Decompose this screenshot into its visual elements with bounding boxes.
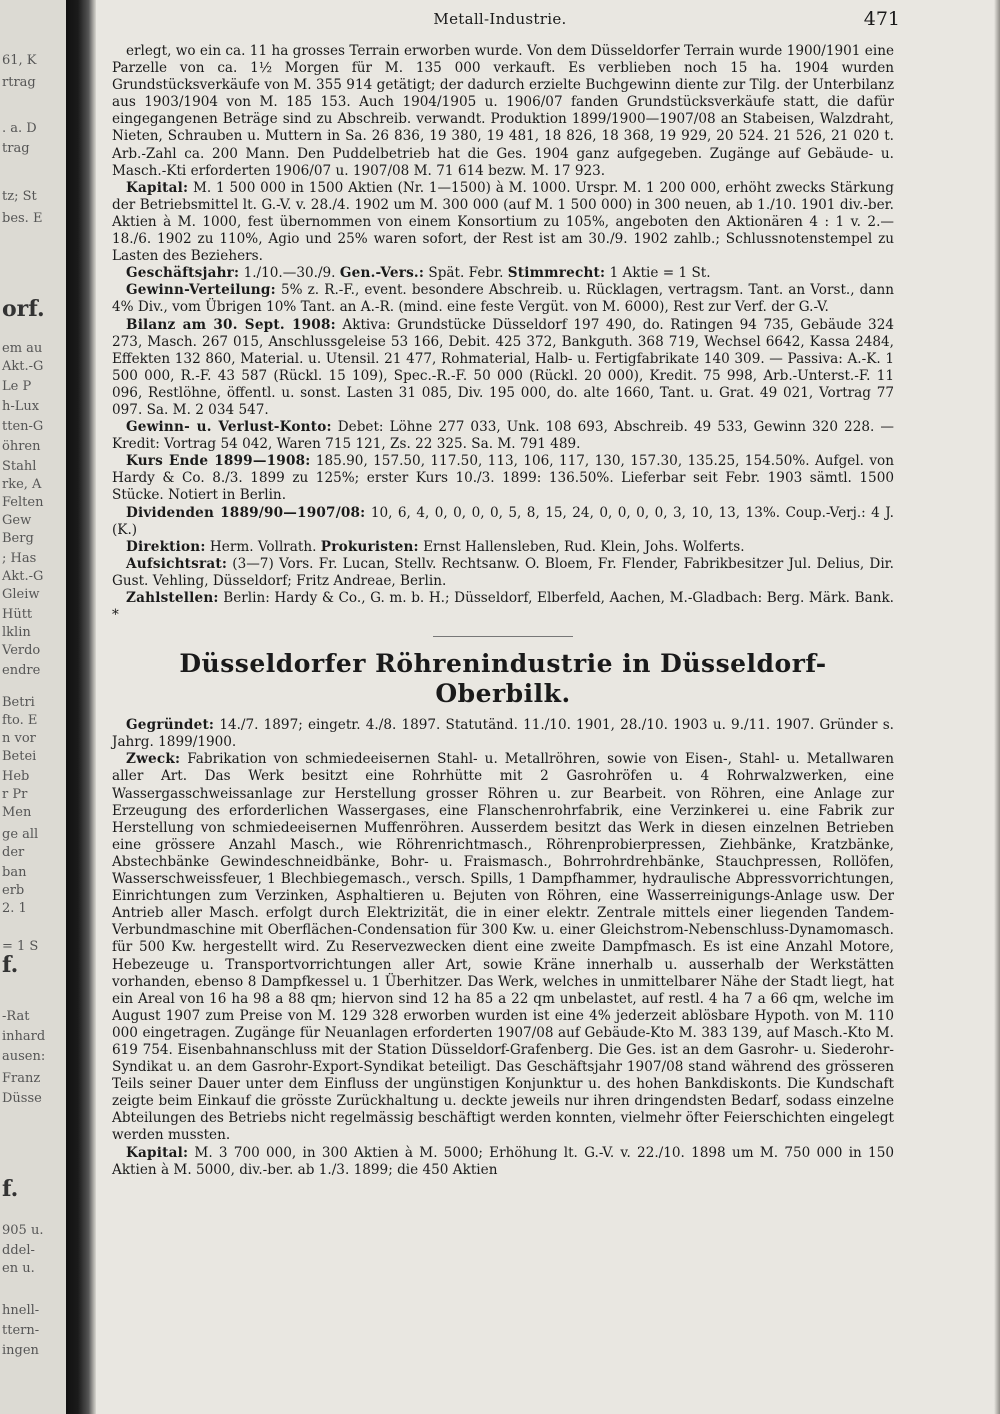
field-text: 5% z. R.-F., event. besondere Abschreib. u. Rücklagen, vertragsm. Tant. an Vorst., dann 4% Div., vom Übrigen 10% Tant. an A.-R. (mind. eine feste Vergüt. von M. 6000), Rest zur Verf. der G.-V. (112, 282, 895, 316)
fragment-line: Düsse (2, 1091, 42, 1106)
fragment-line: -Rat (2, 1009, 30, 1024)
field-text: Herm. Vollrath. (209, 538, 317, 555)
field-text: M. 3 700 000, in 300 Aktien à M. 5000; Erhöhung lt. G.-V. v. 22./10. 1898 um M. 750 000 in 150 Aktien à M. 5000, div.-ber. ab 1./3. 1899; die 450 Aktien (112, 1144, 894, 1178)
fragment-line: tten-G (2, 419, 44, 434)
book-binding-shadow (66, 0, 96, 1414)
fragment-line: Heb (2, 769, 30, 784)
fragment-line: ingen (2, 1343, 39, 1358)
field-label: Gewinn- u. Verlust-Konto: (126, 419, 332, 436)
entry-paragraph (112, 419, 894, 453)
company-title: Düsseldorfer Röhrenindustrie in Düsseldorf-Oberbilk. (179, 649, 827, 709)
fragment-line: ban (2, 865, 27, 880)
field-text: 185.90, 157.50, 117.50, 113, 106, 117, 130, 157.30, 135.25, 154.50%. Aufgel. von Hardy & Co. 8./3. 1899 zu 125%; erster Kurs 10./3. 1899: 136.50%. Lieferbar seit Febr. 1903 sämtl. 1500 Stücke. Notiert in Berlin. (112, 453, 894, 504)
field-text: 1 Aktie = 1 St. (609, 265, 711, 282)
field-label: Kapital: (126, 179, 189, 196)
field-label: Gewinn-Verteilung: (126, 282, 276, 299)
fragment-line: lklin (2, 625, 31, 640)
page-edge (994, 0, 1000, 1414)
fragment-line: h-Lux (2, 399, 40, 414)
fragment-line: 61, K (2, 53, 37, 68)
entry-paragraph (112, 180, 894, 265)
field-text: (3—7) Vors. Fr. Lucan, Stellv. Rechtsanw. O. Bloem, Fr. Flender, Fabrikbesitzer Jul. Delius, Dir. Gust. Vehling, Düsseldorf; Fritz Andreae, Berlin. (112, 555, 894, 589)
fragment-line: öhren (2, 439, 41, 454)
fragment-line: bes. E (2, 211, 43, 226)
fragment-line: Hütt (2, 607, 33, 622)
fragment-line: Betri (2, 695, 35, 710)
field-text: Aktiva: Grundstücke Düsseldorf 197 490, do. Ratingen 94 735, Gebäude 324 273, Masch. 267 015, Anschlussgeleise 53 166, Debit. 425 372, Bankguth. 368 719, Wechsel 6642, Kassa 2484, Effekten 132 860, Material. u. Utensil. 21 477, Rohmaterial, Halb- u. Fertigfabrikate 140 309. — Passiva: A.-K. 1 500 000, R.-F. 43 587 (Rückl. 15 109), Spec.-R.-F. 50 000 (Rückl. 20 000), Kredit. 75 998, Arb.-Unterst.-F. 11 096, Restlöhne, öffentl. u. sonst. Lasten 31 085, Div. 195 000, do. alte 1660, Tant. u. Grat. 49 021, Vortrag 77 097. Sa. M. 2 034 547. (112, 316, 894, 418)
field-text: M. 1 500 000 in 1500 Aktien (Nr. 1—1500) à M. 1000. Urspr. M. 1 200 000, erhöht zwecks Stärkung der Betriebsmittel lt. G.-V. v. 28./4. 1902 um M. 300 000 (auf M. 1 500 000) in 300 neuen, ab 1./10. 1901 div.-ber. Aktien à M. 1000, fest übernommen von einem Konsortium zu 105%, angeboten den Aktionären 4 : 1 v. 2.—18./6. 1902 zu 110%, Agio und 25% waren sofort, der Rest ist am 30./9. 1902 zahlb.; Schlussnotenstempel zu Lasten des Beziehers. (112, 179, 894, 265)
field-text: Berlin: Hardy & Co., G. m. b. H.; Düsseldorf, Elberfeld, Aachen, M.-Gladbach: Berg. Märk. Bank. * (112, 590, 895, 624)
fragment-line: ; Has (2, 551, 37, 566)
section-divider (433, 636, 573, 637)
fragment-line: erb (2, 883, 25, 898)
field-label: Gen.-Vers.: (339, 265, 425, 282)
field-text: 14./7. 1897; eingetr. 4./8. 1897. Statutänd. 11./10. 1901, 28./10. 1903 u. 9./11. 1907. Gründer s. Jahrg. 1899/1900. (112, 717, 894, 751)
field-label: Kurs Ende 1899—1908: (126, 453, 311, 470)
entry-paragraph (112, 43, 894, 180)
fragment-line: rtrag (2, 75, 36, 90)
fragment-line: Akt.-G (2, 359, 44, 374)
fragment-line: rke, A (2, 477, 42, 492)
field-text: erlegt, wo ein ca. 11 ha grosses Terrain erworben wurde. Von dem Düsseldorfer Terrain wurde 1900/1901 eine Parzelle von ca. 1½ Morgen für M. 135 000 verkauft. Es verblieben noch 15 ha. 1904 wurden Grundstücksverkäufe von M. 355 914 getätigt; der dadurch erzielte Buchgewinn diente zur Tilg. der Unterbilanz aus 1903/1904 von M. 185 153. Auch 1904/1905 u. 1906/07 fanden Grundstücksverkäufe statt, die dafür eingegangenen Beträge sind zu Abschreib. verwandt. Produktion 1899/1900—1907/08 an Stabeisen, Walzdraht, Nieten, Schrauben u. Muttern in Sa. 26 836, 19 380, 19 481, 18 826, 18 368, 19 929, 20 524. 21 526, 21 020 t. Arb.-Zahl ca. 200 Mann. Den Puddelbetrieb hat die Ges. 1904 ganz aufgegeben. Zugänge auf Gebäude- u. Masch.-Kti erforderten 1906/07 u. 1907/08 M. 71 614 bezw. M. 17 923. (112, 43, 894, 179)
fragment-line: r Pr (2, 787, 28, 802)
entry-paragraph (112, 453, 894, 504)
fragment-line: f. (2, 952, 19, 978)
field-text: Debet: Löhne 277 033, Unk. 108 693, Abschreib. 49 533, Gewinn 320 228. — Kredit: Vortrag 54 042, Waren 715 121, Zs. 22 325. Sa. M. 791 489. (112, 419, 894, 453)
entry-paragraph (112, 317, 894, 420)
fragment-line: der (2, 845, 25, 860)
fragment-line: Akt.-G (2, 569, 44, 584)
fragment-line: inhard (2, 1029, 46, 1044)
entry-paragraph (112, 556, 894, 590)
fragment-line: hnell- (2, 1303, 40, 1318)
entry-paragraph (112, 751, 894, 1144)
fragment-line: en u. (2, 1261, 35, 1276)
fragment-line: Gew (2, 513, 32, 528)
fragment-line: fto. E (2, 713, 38, 728)
page-content (112, 43, 894, 1179)
fragment-line: Men (2, 805, 32, 820)
company-entry (112, 717, 894, 1179)
fragment-line: Stahl (2, 459, 37, 474)
previous-page-fragment (0, 0, 66, 1414)
field-label: Zahlstellen: (126, 590, 219, 606)
field-label: Geschäftsjahr: (126, 265, 240, 282)
fragment-line: Verdo (2, 643, 41, 658)
entry-paragraph (112, 717, 894, 751)
field-text: Ernst Hallensleben, Rud. Klein, Johs. Wolferts. (423, 538, 745, 555)
field-text: Spät. Febr. (428, 265, 504, 282)
running-head-title: Metall-Industrie. (433, 10, 567, 28)
page-number: 471 (863, 8, 900, 30)
fragment-line: 2. 1 (2, 901, 27, 916)
field-label: Prokuristen: (320, 538, 419, 555)
field-label: Dividenden 1889/90—1907/08: (126, 504, 366, 521)
field-label: Zweck: (126, 751, 181, 768)
field-text: 10, 6, 4, 0, 0, 0, 0, 5, 8, 15, 24, 0, 0, 0, 0, 3, 10, 13, 13%. Coup.-Verj.: 4 J. (K.) (112, 504, 894, 538)
entry-paragraph (112, 282, 894, 316)
fragment-line: Gleiw (2, 587, 40, 602)
fragment-line: ddel- (2, 1243, 35, 1258)
field-text: 1./10.—30./9. (243, 265, 336, 282)
fragment-line: ausen: (2, 1049, 46, 1064)
fragment-line: ge all (2, 827, 39, 842)
company-entry-continued (112, 43, 894, 624)
fragment-line: ttern- (2, 1323, 40, 1338)
field-label: Aufsichtsrat: (126, 555, 228, 572)
running-head (100, 10, 900, 34)
fragment-line: f. (2, 1176, 19, 1202)
fragment-line: = 1 S (2, 939, 39, 954)
fragment-line: orf. (2, 296, 45, 322)
entry-paragraph (112, 265, 894, 282)
fragment-line: 905 u. (2, 1223, 44, 1238)
fragment-line: Le P (2, 379, 32, 394)
field-label: Kapital: (126, 1144, 189, 1161)
fragment-line: Betei (2, 749, 37, 764)
fragment-line: n vor (2, 731, 36, 746)
field-label: Gegründet: (126, 717, 215, 734)
field-label: Bilanz am 30. Sept. 1908: (126, 316, 336, 333)
fragment-line: tz; St (2, 189, 37, 204)
field-label: Direktion: (126, 538, 206, 555)
entry-paragraph (112, 590, 894, 624)
field-text: Fabrikation von schmiedeeisernen Stahl- u. Metallröhren, sowie von Eisen-, Stahl- u. Metallwaren aller Art. Das Werk besitzt eine Rohrhütte mit 2 Gasrohröfen u. 4 Rohrwalzwerken, eine Wassergasschweissanlage zur Herstellung grosser Röhren u. zur Bearbeit. von Röhren, eine Anlage zur Erzeugung des erforderlichen Wassergases, eine Flanschenrohrfabrik, eine Verzinkerei u. eine Fabrik zur Herstellung von schmiedeeisernen Muffenröhren. Ausserdem besitzt das Werk in diesen einzelnen Betrieben eine grössere Anzahl Masch., wie Röhrenrichtmasch., Röhrenprobierpressen, Ziehbänke, Kratzbänke, Abstechbänke Gewindeschneidbänke, Bohr- u. Fraismasch., Bohrrohrdrehbänke, Stauchpressen, Rollöfen, Wasserschweissfeuer, 1 Blechbiegemasch., versch. Spills, 1 Dampfhammer, hydraulische Abpressvorrichtungen, Einrichtungen zum Verzinken, Asphaltieren u. Bejuten von Röhren, eine Wasserreinigungs-Anlage usw. Der Antrieb aller Masch. erfolgt durch Elektrizität, die in einer elektr. Zentrale mittels einer liegenden Tandem-Verbundmaschine mit Oberflächen-Condensation für 300 Kw. u. einer Gleichstrom-Nebenschluss-Dynamomasch. für 500 Kw. hergestellt wird. Zu Reservezwecken dient eine zweite Dampfmasch. Es ist eine Anzahl Motore, Hebezeuge u. Transportvorrichtungen aller Art, sowie Kräne innerhalb u. ausserhalb der Werkstätten vorhanden, ebenso 8 Dampfkessel u. 1 Überhitzer. Das Werk, welches in unmittelbarer Nähe der Stadt liegt, hat ein Areal von 16 ha 98 a 88 qm; hiervon sind 12 ha 85 a 22 qm unbelastet, auf restl. 4 ha 7 a 66 qm, welche im August 1907 zum Preise von M. 129 328 erworben wurden ist eine 4% jederzeit ablösbare Hypoth. von M. 110 000 eingetragen. Zugänge für Neuanlagen erforderten 1907/08 auf Gebäude-Kto M. 383 139, auf Masch.-Kto M. 619 754. Eisenbahnanschluss mit der Station Düsseldorf-Grafenberg. Die Ges. ist an dem Gasrohr- u. Siederohr-Syndikat u. an dem Gasrohr-Export-Syndikat beteiligt. Das Geschäftsjahr 1907/08 stand während des grösseren Teils seiner Dauer unter dem Einfluss der ungünstigen Konjunktur u. des hohen Bankdiskonts. Die Kundschaft zeigte beim Einkauf die grösste Zurückhaltung u. deckte jeweils nur ihren dringendsten Bedarf, sodass einzelne Abteilungen des Betriebs nicht regelmässig beschäftigt werden konnten, vielmehr öfter Feierschichten eingelegt werden mussten. (112, 751, 894, 1144)
fragment-line: Franz (2, 1071, 41, 1086)
fragment-line: endre (2, 663, 41, 678)
entry-paragraph (112, 1145, 894, 1179)
fragment-line: . a. D (2, 121, 37, 136)
fragment-line: Berg (2, 531, 34, 546)
entry-paragraph (112, 505, 894, 539)
fragment-line: Felten (2, 495, 44, 510)
entry-paragraph (112, 539, 894, 556)
field-label: Stimmrecht: (507, 265, 606, 282)
fragment-line: em au (2, 341, 43, 356)
fragment-line: trag (2, 141, 30, 156)
